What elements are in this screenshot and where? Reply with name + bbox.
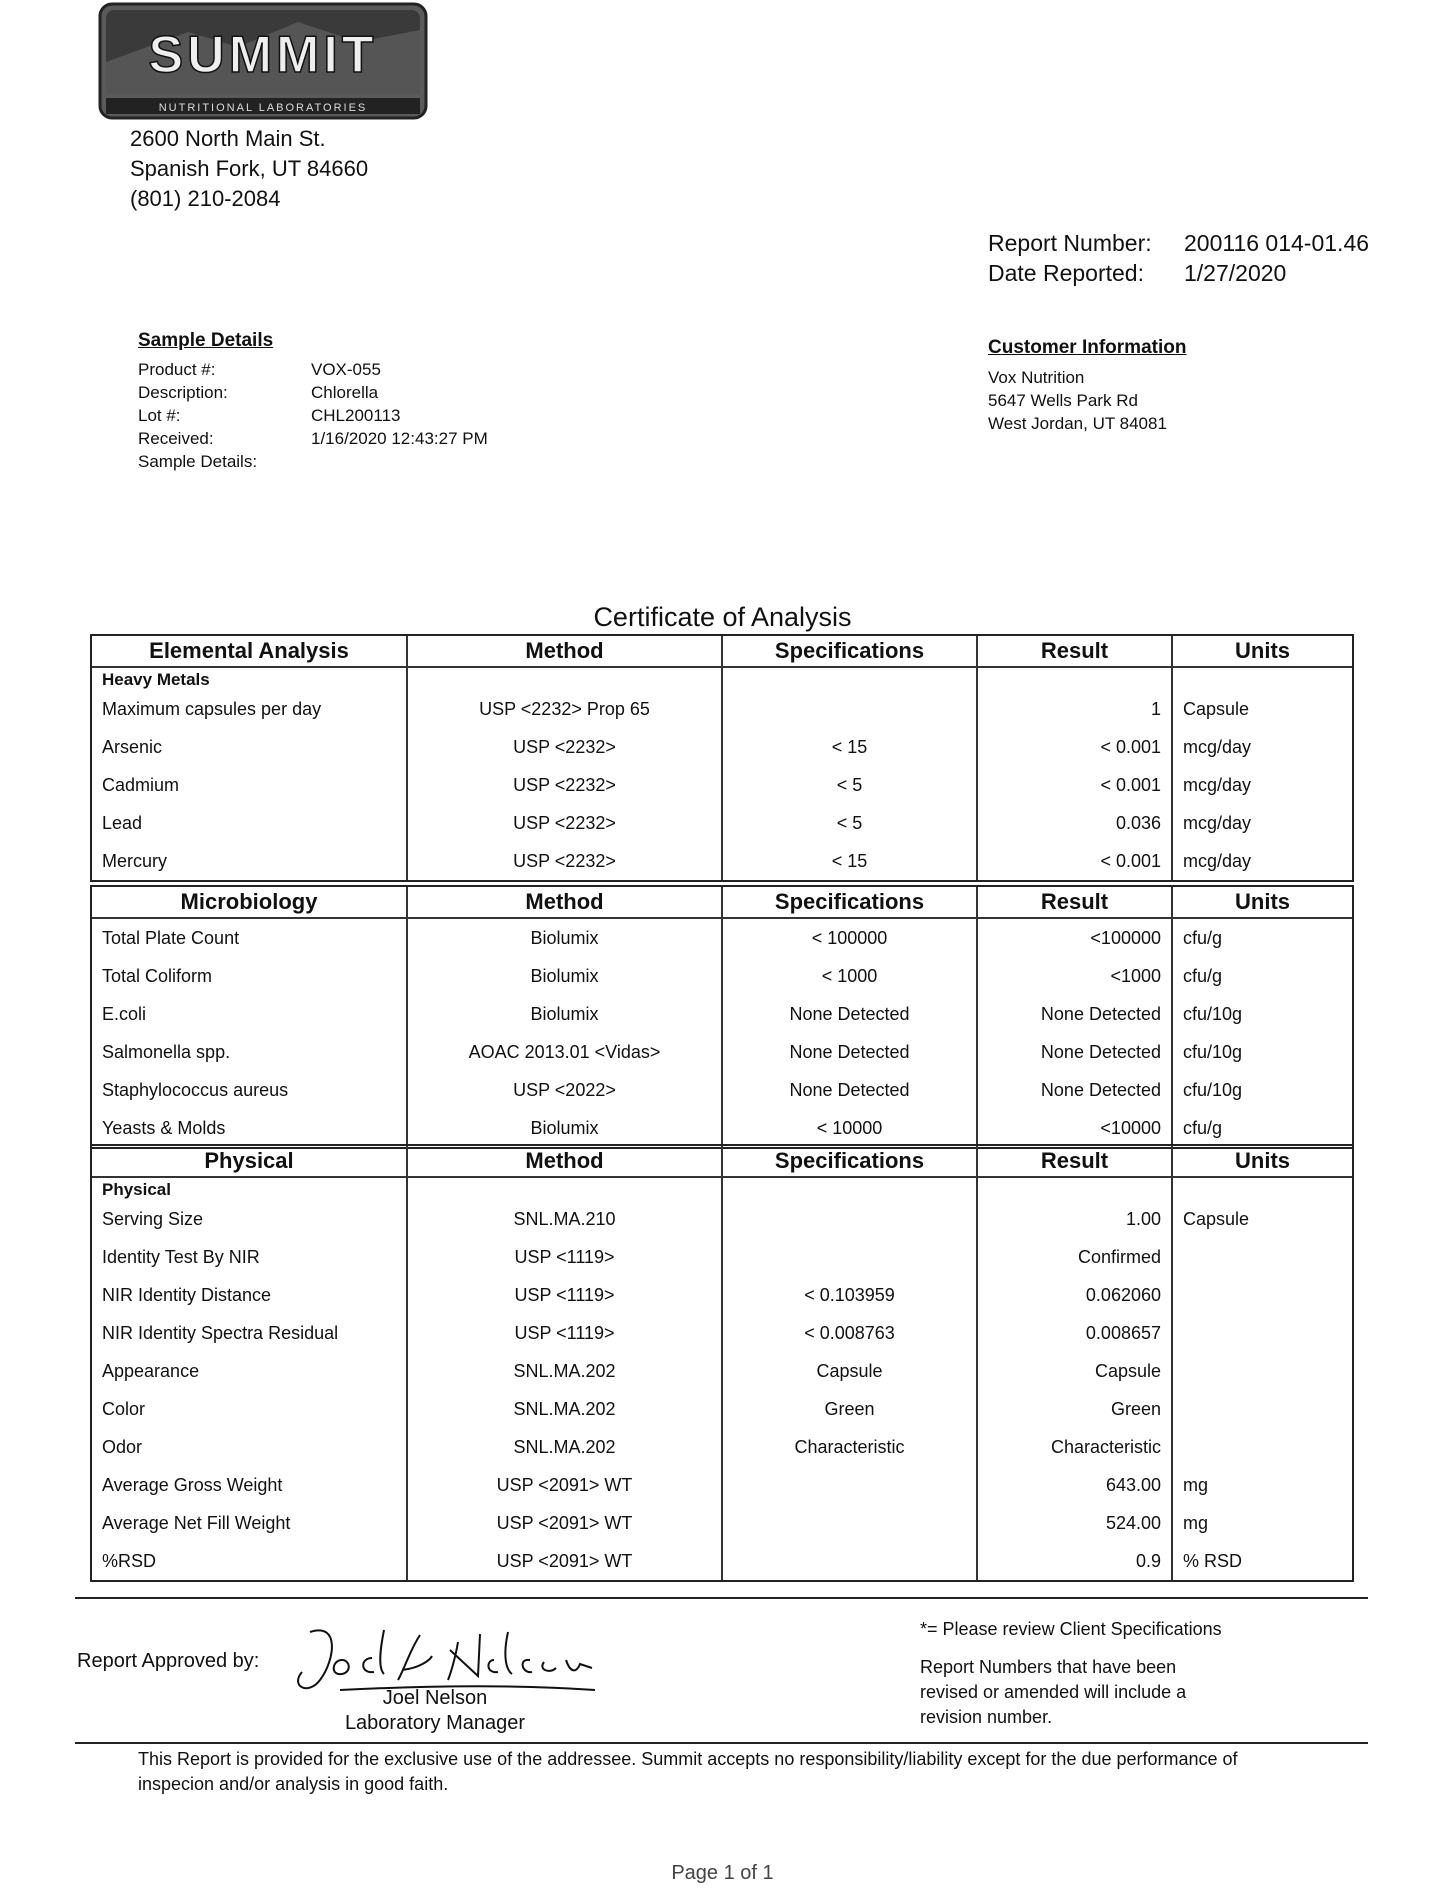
result-cell: None Detected [977,1033,1172,1071]
units-cell: cfu/10g [1172,1033,1352,1071]
units-cell [1172,1390,1352,1428]
customer-info [988,366,1167,435]
subheader-label: Physical [102,1180,171,1199]
result-cell: 0.062060 [977,1276,1172,1314]
summit-logo [98,2,428,120]
specification-cell: < 15 [722,728,977,766]
customer-line: West Jordan, UT 84081 [988,414,1167,433]
units-cell: Capsule [1172,690,1352,728]
method-cell: Biolumix [407,995,722,1033]
table-subheader [92,667,1352,690]
table-row [92,957,1352,995]
svg-text:SUMMIT: SUMMIT [148,26,378,84]
units-cell [1172,1276,1352,1314]
method-cell: USP <1119> [407,1238,722,1276]
column-header: Result [977,636,1172,667]
method-cell: USP <2232> [407,804,722,842]
column-header: Result [977,887,1172,918]
sample-label: Sample Details: [138,452,258,471]
units-cell [1172,1238,1352,1276]
sample-label: Product #: [138,360,216,379]
specification-cell: < 0.008763 [722,1314,977,1352]
result-cell: Capsule [977,1352,1172,1390]
units-cell: mcg/day [1172,842,1352,880]
sample-label: Lot #: [138,406,181,425]
column-header: Elemental Analysis [92,636,407,667]
result-cell: <10000 [977,1109,1172,1147]
sample-details-values [311,358,488,473]
result-cell: Green [977,1390,1172,1428]
units-cell: mg [1172,1466,1352,1504]
test-name-cell: Cadmium [102,774,180,795]
column-header: Units [1172,887,1352,918]
column-header: Physical [92,1146,407,1177]
result-cell: None Detected [977,1071,1172,1109]
table-row [92,1390,1352,1428]
specification-cell: None Detected [722,1071,977,1109]
result-cell: 1 [977,690,1172,728]
footer-divider-bottom [75,1742,1368,1744]
test-name-cell: NIR Identity Spectra Residual [102,1322,339,1343]
table-row [92,1314,1352,1352]
specification-cell [722,1466,977,1504]
sample-value: VOX-055 [311,360,381,379]
svg-text:NUTRITIONAL LABORATORIES: NUTRITIONAL LABORATORIES [158,102,368,114]
result-cell: <1000 [977,957,1172,995]
specification-cell: None Detected [722,1033,977,1071]
test-name-cell: Total Plate Count [102,927,240,948]
result-cell: 0.9 [977,1542,1172,1580]
method-cell: USP <2232> [407,842,722,880]
sample-value: Chlorella [311,383,379,402]
specification-cell: < 1000 [722,957,977,995]
table-row [92,728,1352,766]
column-header: Method [407,887,722,918]
date-reported: 1/27/2020 [1184,260,1287,286]
specification-cell: Green [722,1390,977,1428]
column-header: Specifications [722,887,977,918]
column-header: Specifications [722,1146,977,1177]
test-name-cell: Maximum capsules per day [102,698,322,719]
table-row [92,766,1352,804]
revision-note: Report Numbers that have been revised or amended will include a revision number. [920,1657,1187,1727]
specification-cell [722,1542,977,1580]
sample-details-labels [138,358,257,473]
test-name-cell: Mercury [102,850,168,871]
table-row [92,1200,1352,1238]
result-cell: < 0.001 [977,728,1172,766]
test-name-cell: Yeasts & Molds [102,1117,226,1138]
method-cell: USP <2091> WT [407,1504,722,1542]
units-cell: mcg/day [1172,766,1352,804]
sample-details-title: Sample Details [138,330,274,351]
approver-title: Laboratory Manager [344,1712,526,1734]
sample-label: Received: [138,429,214,448]
page-number: Page 1 of 1 [671,1862,774,1884]
method-cell: USP <2091> WT [407,1466,722,1504]
table-row [92,995,1352,1033]
method-cell: USP <1119> [407,1314,722,1352]
method-cell: USP <2232> Prop 65 [407,690,722,728]
test-name-cell: Lead [102,812,143,833]
specification-cell: Characteristic [722,1428,977,1466]
table-row [92,1466,1352,1504]
table-row [92,842,1352,880]
result-cell: 0.008657 [977,1314,1172,1352]
table-subheader [92,1177,1352,1200]
method-cell: Biolumix [407,957,722,995]
disclaimer: This Report is provided for the exclusive use of the addressee. Summit accepts no responsibility/liability except for the due performance of inspecion and/or analysis in good faith. [138,1749,1238,1794]
units-cell: mg [1172,1504,1352,1542]
test-name-cell: Color [102,1398,146,1419]
sample-label: Description: [138,383,228,402]
column-header: Specifications [722,636,977,667]
test-name-cell: NIR Identity Distance [102,1284,272,1305]
test-name-cell: E.coli [102,1003,147,1024]
table-row [92,1109,1352,1147]
address-line: 2600 North Main St. [130,126,326,151]
table-row [92,1238,1352,1276]
report-number-label: Report Number: [988,230,1152,256]
certificate-title: Certificate of Analysis [593,602,852,632]
result-cell: < 0.001 [977,766,1172,804]
units-cell [1172,1352,1352,1390]
footer-divider-top [75,1597,1368,1599]
address-line: Spanish Fork, UT 84660 [130,156,369,181]
test-name-cell: Odor [102,1436,143,1457]
address-line: (801) 210-2084 [130,186,281,211]
method-cell: AOAC 2013.01 <Vidas> [407,1033,722,1071]
customer-info-title: Customer Information [988,337,1187,358]
method-cell: USP <1119> [407,1276,722,1314]
specification-cell: < 5 [722,804,977,842]
report-number: 200116 014-01.46 [1184,230,1370,256]
units-cell [1172,1428,1352,1466]
table-row [92,1542,1352,1580]
method-cell: SNL.MA.202 [407,1428,722,1466]
specification-cell [722,690,977,728]
units-cell: cfu/10g [1172,1071,1352,1109]
method-cell: SNL.MA.210 [407,1200,722,1238]
result-cell: Characteristic [977,1428,1172,1466]
units-cell: mcg/day [1172,804,1352,842]
result-cell: 524.00 [977,1504,1172,1542]
table-header [92,887,1352,918]
table-header [92,1146,1352,1177]
test-name-cell: Average Net Fill Weight [102,1512,291,1533]
approved-by-label: Report Approved by: [77,1650,260,1672]
table-row [92,690,1352,728]
specification-cell: None Detected [722,995,977,1033]
units-cell: cfu/g [1172,957,1352,995]
column-header: Method [407,1146,722,1177]
result-cell: < 0.001 [977,842,1172,880]
specification-cell: < 10000 [722,1109,977,1147]
specification-cell: < 15 [722,842,977,880]
table-row [92,1071,1352,1109]
column-header: Units [1172,636,1352,667]
physical-table [90,1144,1354,1582]
units-cell [1172,1314,1352,1352]
table-row [92,918,1352,957]
method-cell: Biolumix [407,918,722,957]
specification-cell [722,1504,977,1542]
test-name-cell: Appearance [102,1360,200,1381]
customer-line: Vox Nutrition [988,368,1085,387]
lab-address [130,124,368,214]
review-note: *= Please review Client Specifications [920,1619,1222,1639]
elemental-analysis-table [90,634,1354,882]
test-name-cell: Salmonella spp. [102,1041,231,1062]
units-cell: cfu/10g [1172,995,1352,1033]
test-name-cell: Staphylococcus aureus [102,1079,289,1100]
method-cell: USP <2232> [407,728,722,766]
method-cell: USP <2022> [407,1071,722,1109]
units-cell: mcg/day [1172,728,1352,766]
subheader-label: Heavy Metals [102,670,210,689]
specification-cell: < 0.103959 [722,1276,977,1314]
sample-value [311,450,488,473]
test-name-cell: Total Coliform [102,965,213,986]
table-row [92,1033,1352,1071]
test-name-cell: Identity Test By NIR [102,1246,260,1267]
specification-cell [722,1200,977,1238]
result-cell: Confirmed [977,1238,1172,1276]
result-cell: <100000 [977,918,1172,957]
result-cell: 643.00 [977,1466,1172,1504]
test-name-cell: Arsenic [102,736,163,757]
table-row [92,1352,1352,1390]
method-cell: USP <2091> WT [407,1542,722,1580]
result-cell: 1.00 [977,1200,1172,1238]
column-header: Result [977,1146,1172,1177]
units-cell: % RSD [1172,1542,1352,1580]
column-header: Method [407,636,722,667]
table-row [92,1428,1352,1466]
specification-cell: < 100000 [722,918,977,957]
result-cell: 0.036 [977,804,1172,842]
units-cell: cfu/g [1172,918,1352,957]
method-cell: SNL.MA.202 [407,1352,722,1390]
specification-cell: < 5 [722,766,977,804]
units-cell: Capsule [1172,1200,1352,1238]
specification-cell [722,1238,977,1276]
microbiology-table [90,885,1354,1149]
test-name-cell: Average Gross Weight [102,1474,283,1495]
customer-line: 5647 Wells Park Rd [988,391,1138,410]
approver-name: Joel Nelson [382,1687,488,1709]
test-name-cell: %RSD [102,1550,157,1571]
result-cell: None Detected [977,995,1172,1033]
test-name-cell: Serving Size [102,1208,204,1229]
sample-value: 1/16/2020 12:43:27 PM [311,429,488,448]
units-cell: cfu/g [1172,1109,1352,1147]
table-row [92,1276,1352,1314]
table-row [92,1504,1352,1542]
method-cell: SNL.MA.202 [407,1390,722,1428]
column-header: Units [1172,1146,1352,1177]
date-reported-label: Date Reported: [988,260,1144,286]
method-cell: Biolumix [407,1109,722,1147]
sample-value: CHL200113 [311,406,401,425]
method-cell: USP <2232> [407,766,722,804]
table-row [92,804,1352,842]
table-header [92,636,1352,667]
column-header: Microbiology [92,887,407,918]
specification-cell: Capsule [722,1352,977,1390]
